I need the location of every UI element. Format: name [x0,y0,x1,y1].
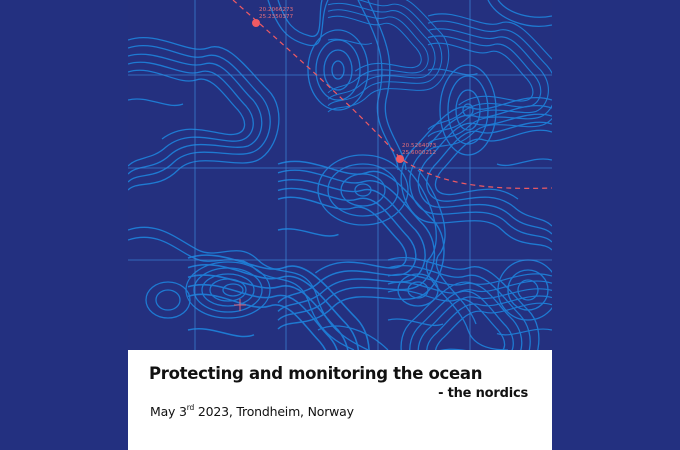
marker-1-coordinates: 20.2066273 25.2350377 [259,7,294,20]
event-cover [128,0,552,450]
topographic-map [128,0,552,350]
marker-2-coordinates: 20.5264073 25.6000212 [402,143,437,156]
cover-title: Protecting and monitoring the ocean [149,364,483,383]
contour-lines [128,0,552,350]
event-date-location: May 3rd 2023, Trondheim, Norway [150,403,354,419]
title-panel [128,350,552,450]
cover-subtitle: - the nordics [438,386,528,401]
